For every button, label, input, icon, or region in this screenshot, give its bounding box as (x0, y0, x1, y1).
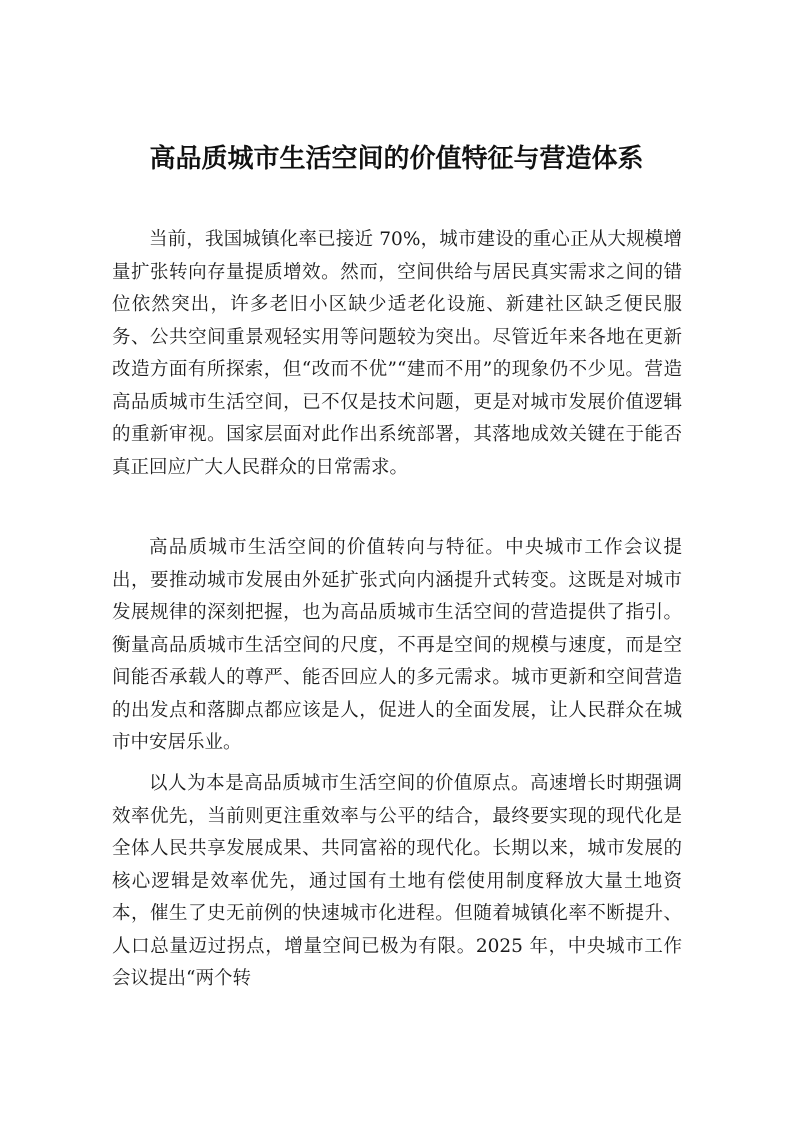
paragraph-3: 以人为本是高品质城市生活空间的价值原点。高速增长时期强调效率优先，当前则更注重效率与公平的结合，最终要实现的现代化是全体人民共享发展成果、共同富裕的现代化。长期以来，城市发展的核心逻辑是效率优先，通过国有土地有偿使用制度释放大量土地资本，催生了史无前例的快速城市化进程。但随着城镇化率不断提升、人口总量迈过拐点，增量空间已极为有限。2025 年，中央城市工作会议提出“两个转 (112, 773, 682, 989)
paragraph-2: 高品质城市生活空间的价值转向与特征。中央城市工作会议提出，要推动城市发展由外延扩张式向内涵提升式转变。这既是对城市发展规律的深刻把握，也为高品质城市生活空间的营造提供了指引。衡量高品质城市生活空间的尺度，不再是空间的规模与速度，而是空间能否承载人的尊严、能否回应人的多元需求。城市更新和空间营造的出发点和落脚点都应该是人，促进人的全面发展，让人民群众在城市中安居乐业。 (112, 537, 682, 753)
paragraph-1: 当前，我国城镇化率已接近 70%，城市建设的重心正从大规模增量扩张转向存量提质增效。然而，空间供给与居民真实需求之间的错位依然突出，许多老旧小区缺少适老化设施、新建社区缺乏便民服务、公共空间重景观轻实用等问题较为突出。尽管近年来各地在更新改造方面有所探索，但“改而不优”“建而不用”的现象仍不少见。营造高品质城市生活空间，已不仅是技术问题，更是对城市发展价值逻辑的重新审视。国家层面对此作出系统部署，其落地成效关键在于能否真正回应广大人民群众的日常需求。 (112, 229, 682, 478)
document-title: 高品质城市生活空间的价值特征与营造体系 (149, 144, 644, 174)
